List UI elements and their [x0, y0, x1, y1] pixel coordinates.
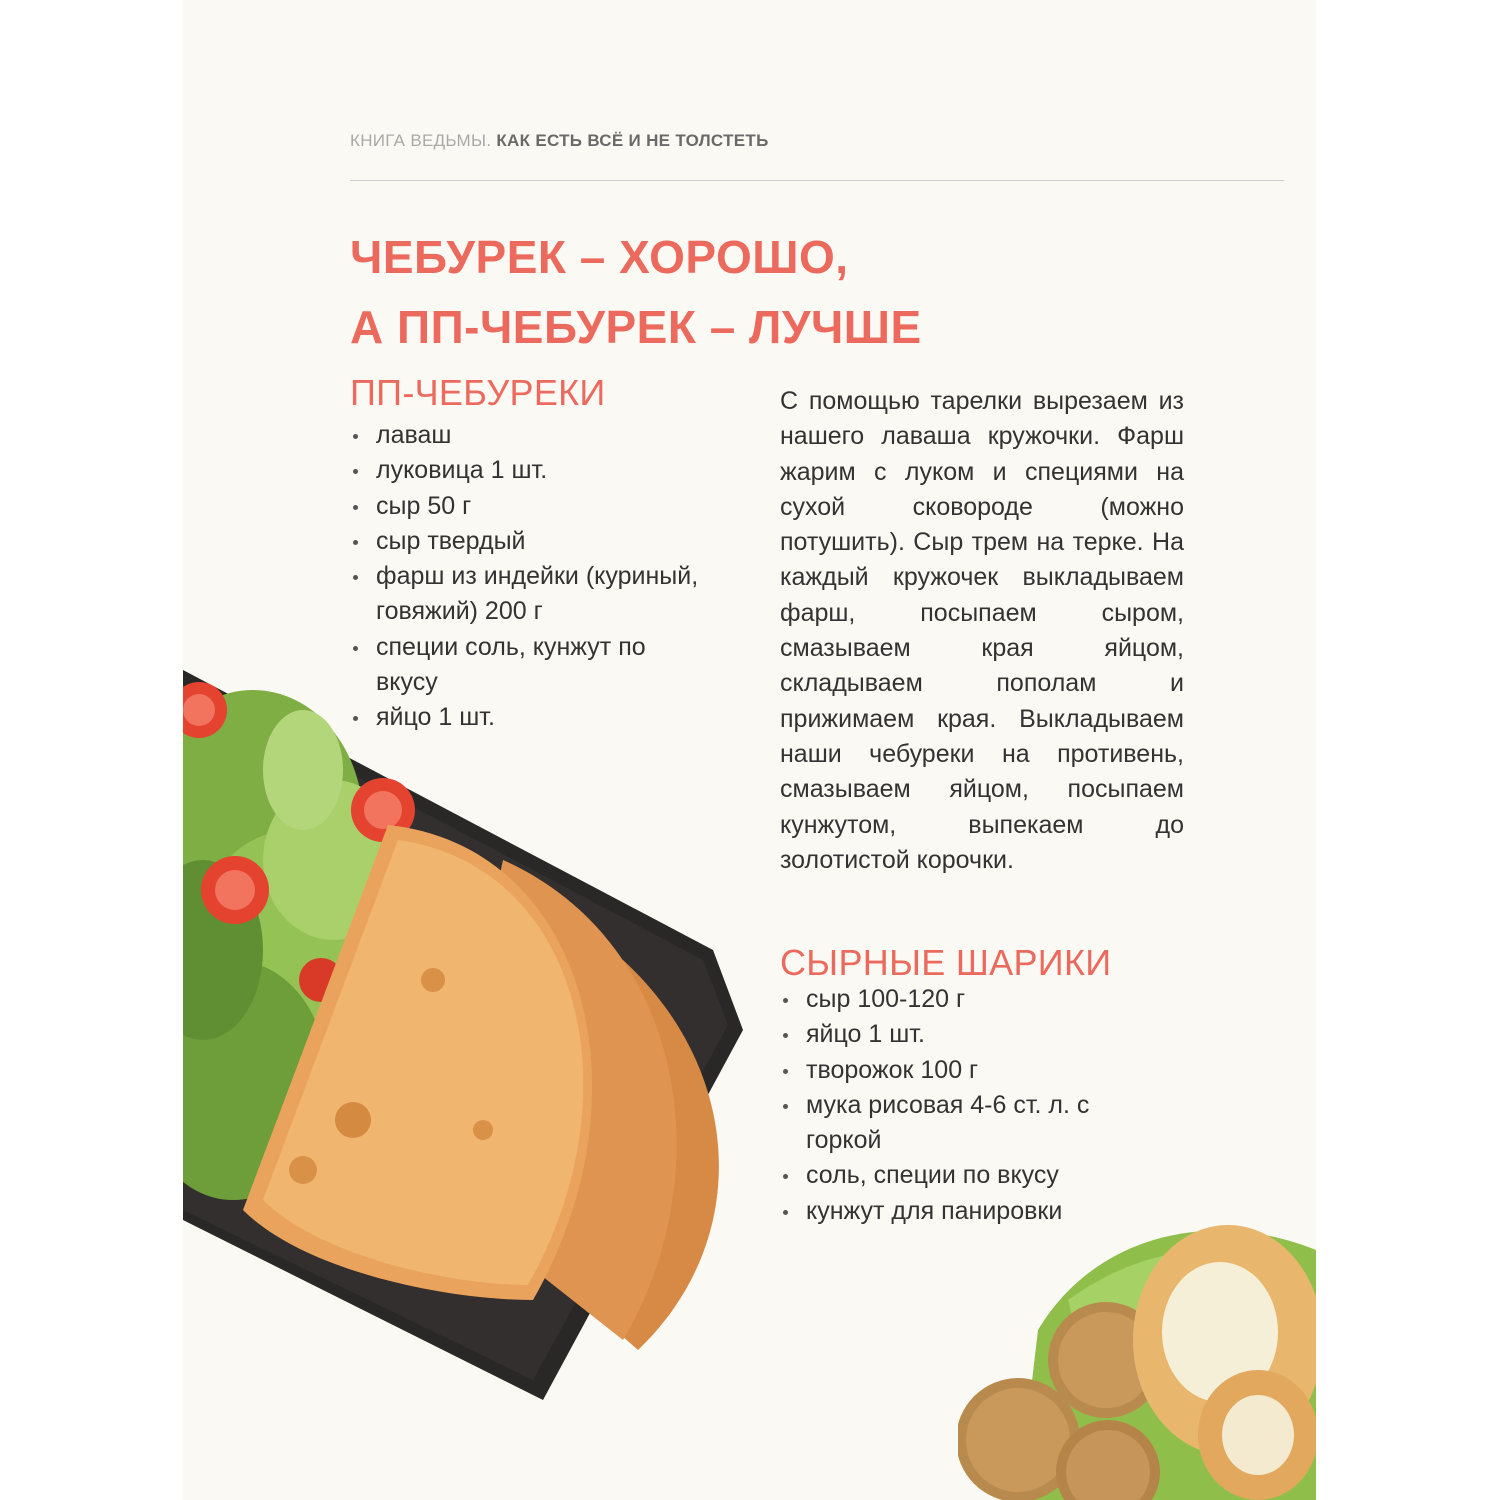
list-item: сыр 100-120 г — [780, 982, 1140, 1017]
list-item: сыр 50 г — [350, 489, 750, 524]
list-item: сыр твердый — [350, 524, 750, 559]
recipe-heading-chebureki: ПП-ЧЕБУРЕКИ — [350, 372, 606, 413]
list-item: яйцо 1 шт. — [780, 1017, 1140, 1052]
series-name: КНИГА ВЕДЬМЫ. — [350, 131, 492, 150]
list-item: яйцо 1 шт. — [350, 700, 750, 735]
book-page — [183, 0, 1316, 1500]
list-item: творожок 100 г — [780, 1053, 1140, 1088]
recipe-method-chebureki: С помощью тарелки вырезаем из нашего лаваша кружочки. Фарш жарим с луком и специями на сухой сковороде (можно потушить). Сыр трем на терке. На каждый кружочек выкладываем фарш, посыпаем сыром, смазываем края яйцом, складываем пополам и прижимаем края. Выкладываем наши чебуреки на противень, смазываем яйцом, посыпаем кунжутом, выпекаем до золотистой корочки. — [780, 387, 1184, 874]
header-divider — [350, 180, 1284, 181]
list-item: специи соль, кунжут по вкусу — [350, 630, 676, 701]
photo-chebureki-with-salad — [183, 650, 763, 1400]
recipe-heading-cheese-balls: СЫРНЫЕ ШАРИКИ — [780, 942, 1112, 983]
fried-balls — [958, 1302, 1164, 1500]
running-header — [350, 131, 769, 151]
photo-cheese-balls — [958, 1190, 1316, 1500]
list-item: кунжут для панировки — [780, 1194, 1140, 1229]
list-item: луковица 1 шт. — [350, 453, 750, 488]
list-item: фарш из индейки (куриный, говяжий) 200 г — [350, 559, 750, 630]
page-title-line-1: ЧЕБУРЕК – ХОРОШО, — [350, 231, 849, 283]
list-item: мука рисовая 4-6 ст. л. с горкой — [780, 1088, 1126, 1159]
page-title — [350, 222, 922, 362]
book-title: КАК ЕСТЬ ВСЁ И НЕ ТОЛСТЕТЬ — [496, 131, 769, 150]
page-title-line-2: А ПП-ЧЕБУРЕК – ЛУЧШЕ — [350, 301, 922, 353]
list-item: лаваш — [350, 418, 750, 453]
list-item: соль, специи по вкусу — [780, 1158, 1140, 1193]
